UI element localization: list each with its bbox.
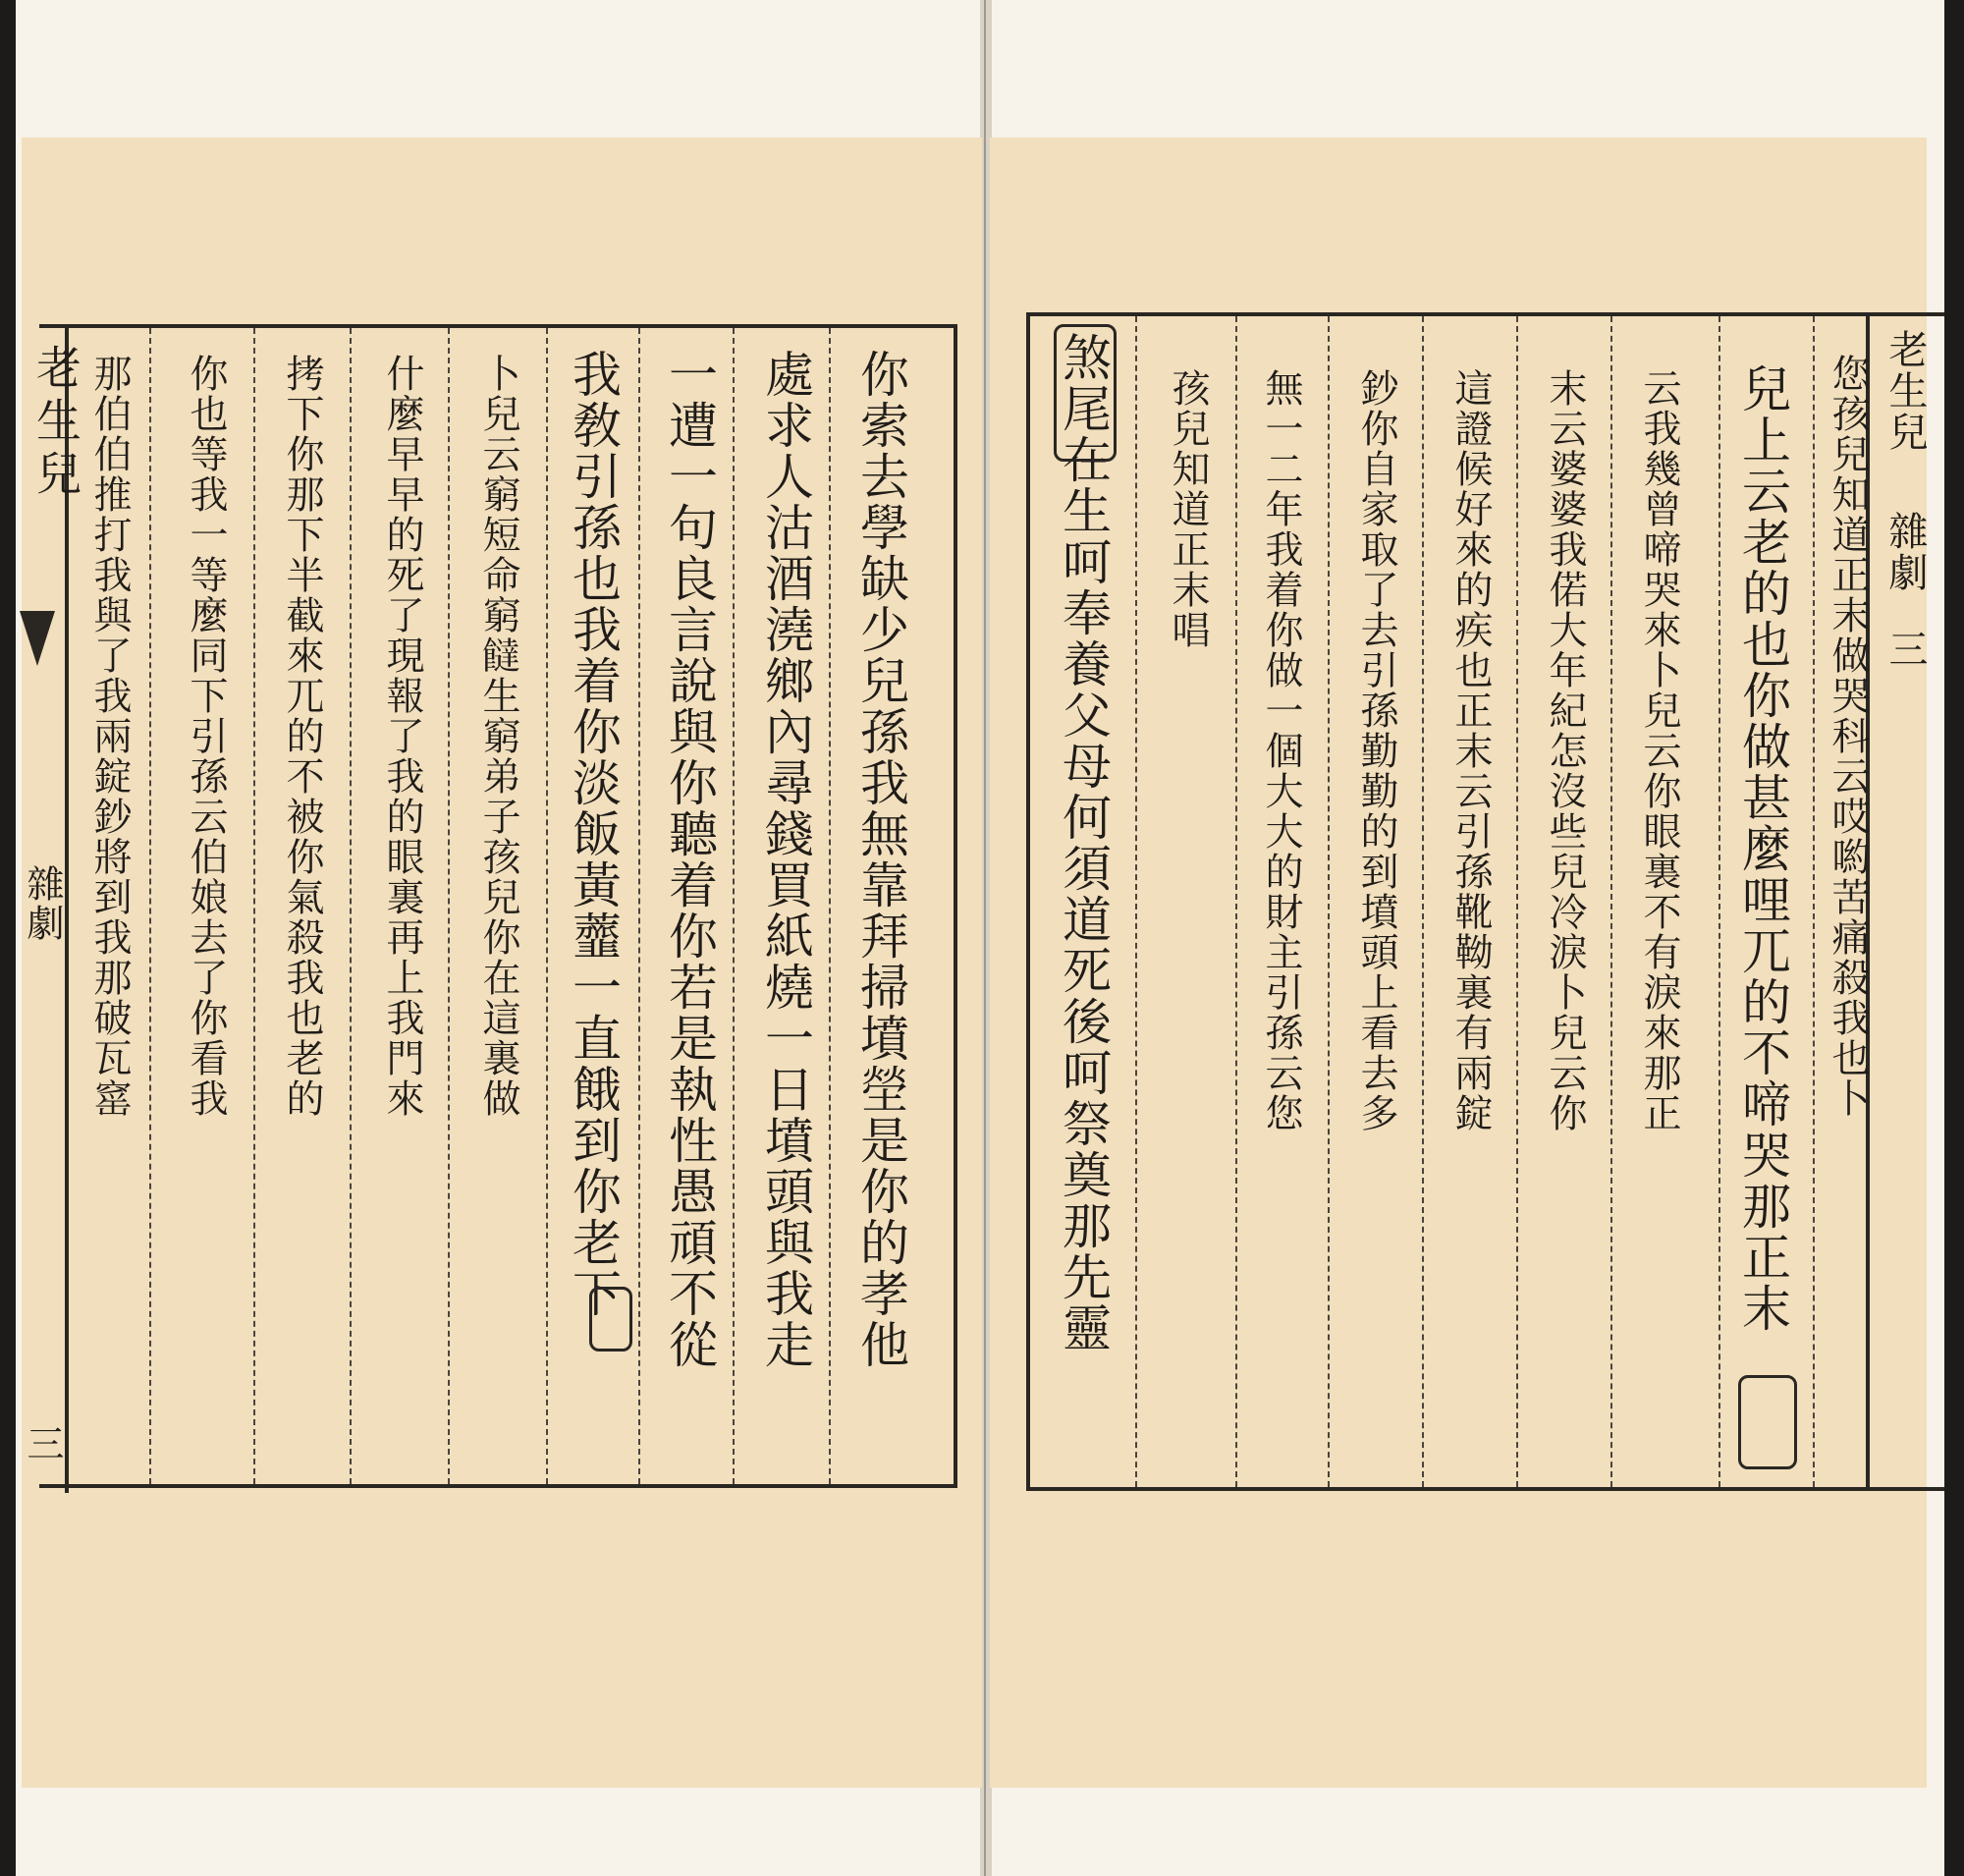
column-rule [1516, 316, 1518, 1487]
role-cartouche [1054, 324, 1117, 462]
column-rule [1235, 316, 1237, 1487]
text-column-9: 那伯伯推打我與了我兩錠鈔將到我那破瓦窰 [87, 354, 132, 1119]
fish-tail-mark-icon [18, 609, 57, 668]
column-rule [1135, 316, 1137, 1487]
text-column-4: 我敎引孫也我着你淡飯黃虀一直餓到你老下 [565, 349, 622, 1319]
column-rule [448, 328, 450, 1484]
column-rule [253, 328, 255, 1484]
column-rule [350, 328, 352, 1484]
right-banxin-strip [1866, 316, 1927, 1490]
text-column-5: 這證候好來的疾也正末云引孫靴靿裏有兩錠 [1448, 368, 1493, 1133]
text-column-8: 你也等我一等麼同下引孫云伯娘去了你看我 [184, 354, 228, 1119]
column-rule [546, 328, 548, 1484]
column-rule [1610, 316, 1612, 1487]
text-column-4: 末云婆婆我偌大年紀怎沒些兒冷淚卜兒云你 [1543, 368, 1587, 1133]
column-rule [149, 328, 151, 1484]
right-banxin-section: 雜劇 [1882, 511, 1928, 593]
text-column-9: 煞尾在生呵奉養父母何須道死後呵祭奠那先靈 [1055, 332, 1112, 1353]
column-rule [829, 328, 831, 1484]
text-column-5: 卜兒云窮短命窮𩟐生窮弟子孩兒你在這裏做 [476, 354, 520, 1119]
text-column-7: 拷下你那下半截來兀的不被你氣殺我也老的 [280, 354, 324, 1119]
left-banxin-folio: 三 [21, 1424, 64, 1463]
role-cartouche [589, 1287, 632, 1352]
text-column-3: 一遭一句良言說與你聽着你若是執性愚頑不從 [661, 349, 718, 1370]
text-column-6: 鈔你自家取了去引孫勤勤的到墳頭上看去多 [1354, 368, 1398, 1133]
text-column-1: 您孩兒知道正末做哭科云哎喲苦痛殺我也卜 [1826, 354, 1870, 1119]
text-column-2: 處求人沽酒澆鄉內尋錢買紙燒一日墳頭與我走 [757, 349, 814, 1370]
gutter-line [984, 0, 986, 1876]
column-rule [733, 328, 735, 1484]
text-column-3: 云我幾曾啼哭來卜兒云你眼裏不有淚來那正 [1637, 368, 1681, 1133]
text-column-6: 什麼早早的死了現報了我的眼裏再上我門來 [380, 354, 424, 1119]
text-column-2: 兒上云老的也你做甚麼哩兀的不啼哭那正末 [1734, 363, 1791, 1334]
column-rule [1422, 316, 1424, 1487]
column-rule [1718, 316, 1720, 1487]
text-column-1: 你索去學缺少兒孫我無靠拜掃墳塋是你的孝他 [852, 349, 909, 1370]
text-column-8: 孩兒知道正末唱 [1166, 368, 1210, 650]
column-rule [1328, 316, 1330, 1487]
left-banxin-section: 雜劇 [21, 864, 64, 943]
column-rule [1813, 316, 1815, 1487]
text-column-7: 無一二年我着你做一個大大的財主引孫云您 [1259, 368, 1303, 1133]
left-banxin-title: 老生兒 [29, 344, 82, 503]
right-banxin-title: 老生兒 [1882, 329, 1928, 453]
role-cartouche [1738, 1375, 1797, 1469]
column-rule [638, 328, 640, 1484]
right-banxin-folio: 三 [1882, 629, 1928, 670]
